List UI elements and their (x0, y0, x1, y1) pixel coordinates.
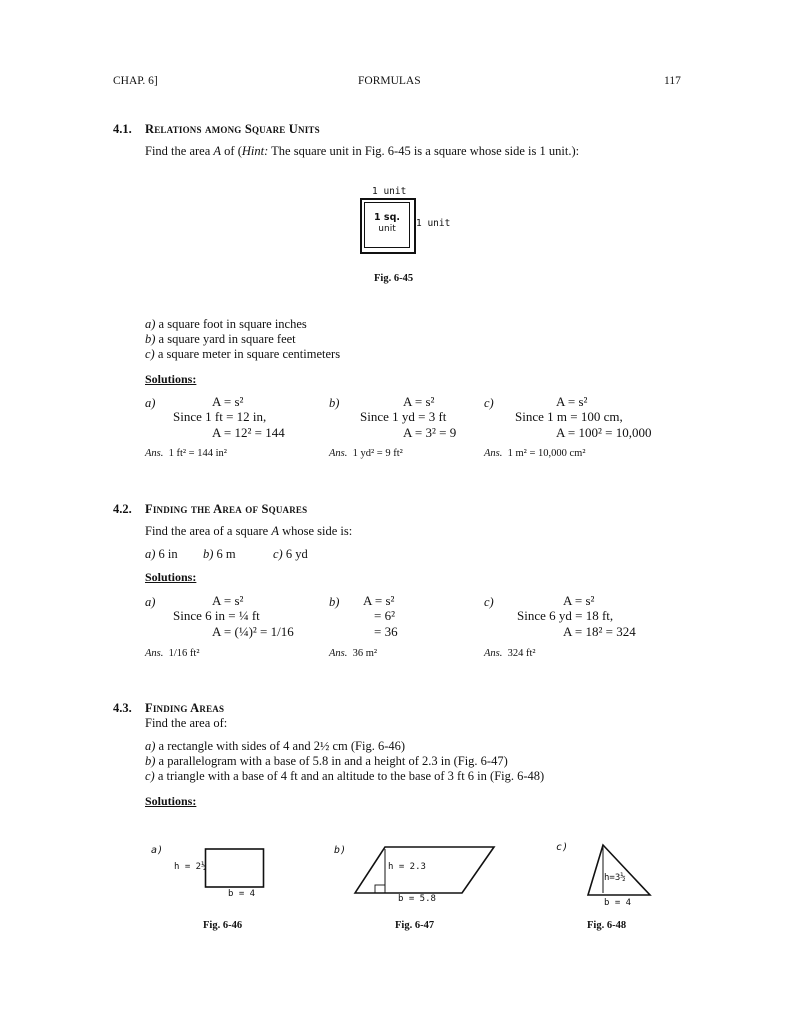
answer: Ans. 1/16 ft² (145, 648, 200, 659)
answer: Ans. 1 m² = 10,000 cm² (484, 448, 586, 459)
answer: Ans. 36 m² (329, 648, 378, 659)
figure-inner-text-2: unit (378, 224, 396, 234)
equation: A = 18² = 324 (563, 624, 636, 639)
equation: A = s² (363, 593, 395, 608)
section-title: Relations among Square Units (145, 122, 320, 136)
section-number: 4.3. (113, 701, 132, 715)
problem-prompt: Find the area A of (Hint: The square unit in Fig. 6-45 is a square whose side is 1 unit.): (145, 144, 580, 158)
equation: Since 1 yd = 3 ft (360, 409, 447, 424)
list-item: b) a parallelogram with a base of 5.8 in and a height of 2.3 in (Fig. 6-47) (145, 754, 508, 768)
equation: A = s² (212, 394, 244, 409)
list-item: a) 6 in (145, 547, 178, 561)
list-item: a) a square foot in square inches (145, 317, 307, 331)
section-title: Finding Areas (145, 701, 225, 715)
solution-label: b) (329, 595, 340, 609)
figure-caption: Fig. 6-46 (203, 920, 243, 931)
problem-prompt: Find the area of a square A whose side is: (145, 524, 353, 538)
equation: A = s² (212, 593, 244, 608)
equation: A = (¼)² = 1/16 (212, 624, 294, 639)
list-item: b) 6 m (203, 547, 236, 561)
figure-caption: Fig. 6-48 (587, 920, 627, 931)
solution-label: c) (484, 595, 494, 609)
list-item: c) a square meter in square centimeters (145, 347, 341, 361)
list-item: b) a square yard in square feet (145, 332, 296, 346)
equation: A = s² (556, 394, 588, 409)
running-title: FORMULAS (358, 75, 421, 87)
answer: Ans. 1 yd² = 9 ft² (329, 448, 403, 459)
solution-label: c) (484, 396, 494, 410)
figure-caption: Fig. 6-47 (395, 920, 435, 931)
figure-inner-text-1: 1 sq. (374, 212, 400, 223)
solution-label: a) (145, 396, 156, 410)
chapter-label: CHAP. 6] (113, 75, 158, 87)
section-number: 4.2. (113, 502, 132, 516)
equation: Since 1 m = 100 cm, (515, 409, 623, 424)
solutions-heading: Solutions: (145, 794, 197, 808)
equation: A = s² (403, 394, 435, 409)
section-title: Finding the Area of Squares (145, 502, 308, 516)
height-label: h = 2.3 (388, 862, 426, 872)
list-item: c) a triangle with a base of 4 ft and an altitude to the base of 3 ft 6 in (Fig. 6-48) (145, 769, 545, 783)
rectangle-figure (205, 848, 265, 890)
solutions-heading: Solutions: (145, 570, 197, 584)
list-item: c) 6 yd (273, 547, 308, 561)
list-item: a) a rectangle with sides of 4 and 2½ cm (Fig. 6-46) (145, 739, 406, 753)
equation: = 6² (374, 608, 395, 623)
base-label: b = 4 (604, 898, 632, 908)
solution-label: b) (329, 396, 340, 410)
equation: A = 3² = 9 (403, 425, 457, 440)
answer: Ans. 1 ft² = 144 in² (145, 448, 227, 459)
equation: A = 12² = 144 (212, 425, 285, 440)
section-number: 4.1. (113, 122, 132, 136)
base-label: b = 4 (228, 889, 256, 899)
equation: A = 100² = 10,000 (556, 425, 652, 440)
equation: Since 6 yd = 18 ft, (517, 608, 614, 623)
base-label: b = 5.8 (398, 894, 436, 904)
figure-label-top: 1 unit (372, 186, 407, 197)
equation: Since 6 in = ¼ ft (173, 608, 260, 623)
height-label: h = 2½ (174, 862, 207, 872)
figure-label: a) (151, 845, 164, 856)
problem-prompt: Find the area of: (145, 716, 228, 730)
page-number: 117 (664, 75, 681, 87)
figure-label: c) (556, 842, 569, 853)
solutions-heading: Solutions: (145, 372, 197, 386)
height-label: h=3½ (604, 873, 626, 883)
equation: A = s² (563, 593, 595, 608)
figure-label: b) (334, 845, 347, 856)
equation: = 36 (374, 624, 398, 639)
figure-label-side: 1 unit (416, 218, 451, 229)
answer: Ans. 324 ft² (484, 648, 536, 659)
figure-caption: Fig. 6-45 (374, 273, 414, 284)
solution-label: a) (145, 595, 156, 609)
equation: Since 1 ft = 12 in, (173, 409, 267, 424)
triangle-figure (586, 843, 654, 899)
